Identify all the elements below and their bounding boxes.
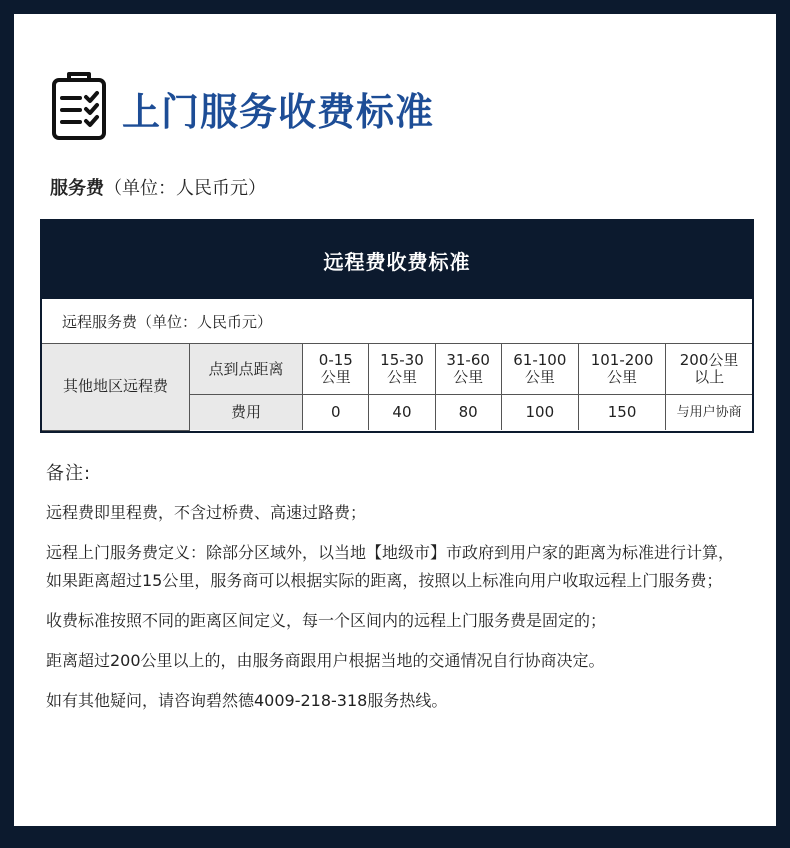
fee-grid: [42, 344, 752, 431]
fee-cell: 150: [578, 395, 665, 431]
fee-cell: 与用户协商: [666, 395, 752, 431]
range-cell: 200公里 以上: [666, 344, 752, 395]
remarks-section: [46, 459, 746, 727]
page-subtitle: [50, 174, 266, 200]
page-title: 上门服务收费标准: [122, 89, 435, 134]
content-card: [14, 14, 776, 826]
fee-table: [40, 219, 754, 433]
range-cell: 15-30 公里: [369, 344, 435, 395]
fee-cell: 40: [369, 395, 435, 431]
remark-line: 如有其他疑问，请咨询碧然德4009-218-318服务热线。: [46, 691, 448, 710]
remark-line: 收费标准按照不同的距离区间定义，每一个区间内的远程上门服务费是固定的；: [46, 611, 607, 630]
remark-line: 远程费即里程费，不含过桥费、高速过路费；: [46, 503, 367, 522]
range-cell: 101-200 公里: [578, 344, 665, 395]
range-cell: 31-60 公里: [435, 344, 501, 395]
remark-line: 远程上门服务费定义：除部分区域外，以当地【地级市】市政府到用户家的距离为标准进行计算，如果距离超过15公里，服务商可以根据实际的距离，按照以上标准向用户收取远程上门服务费；: [46, 543, 735, 590]
remarks-title: 备注:: [46, 463, 92, 484]
fee-cell: 80: [435, 395, 501, 431]
subtitle-unit: （单位：人民币元）: [104, 178, 266, 199]
remark-line: 距离超过200公里以上的，由服务商跟用户根据当地的交通情况自行协商决定。: [46, 651, 605, 670]
range-cell: 0-15 公里: [303, 344, 369, 395]
row-label: 其他地区远程费: [42, 344, 189, 430]
fee-label: 费用: [189, 395, 302, 431]
table-header: 远程费收费标准: [42, 221, 752, 299]
page-header: [50, 72, 434, 144]
fee-cell: 0: [303, 395, 369, 431]
table-note: 远程服务费（单位：人民币元）: [42, 299, 752, 344]
subtitle-bold: 服务费: [50, 178, 104, 199]
clipboard-checklist-icon: [50, 70, 108, 146]
range-cell: 61-100 公里: [501, 344, 578, 395]
fee-cell: 100: [501, 395, 578, 431]
distance-label: 点到点距离: [189, 344, 302, 395]
